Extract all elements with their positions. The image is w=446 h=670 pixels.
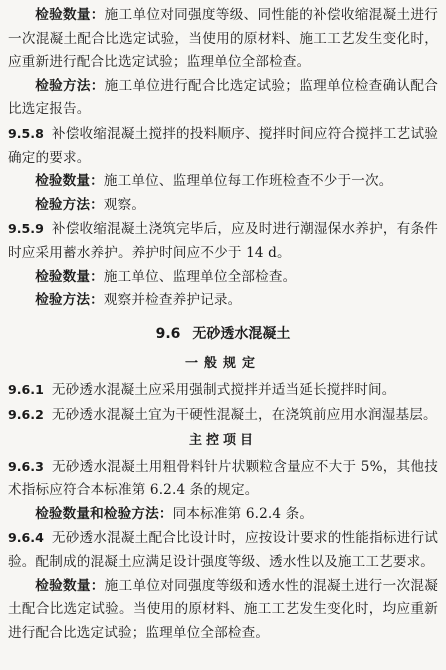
paragraph-label: 检验数量： [35, 173, 104, 190]
paragraph-text: 施工单位进行配合比选定试验；监理单位检查确认配合比选定报告。 [8, 77, 438, 118]
inspection-quantity-method-paragraph [8, 503, 438, 527]
paragraph-label: 检验数量： [35, 7, 105, 23]
paragraph-text: 施工单位、监理单位全部检查。 [103, 268, 297, 285]
clause-text: 补偿收缩混凝土浇筑完毕后，应及时进行潮湿保水养护，有条件时应采用蓄水养护。养护时间应不少于 14 d。 [8, 221, 438, 261]
clause-text: 无砂透水混凝土宜为干硬性混凝土，在浇筑前应用水润湿基层。 [51, 406, 437, 423]
clause-number: 9.6.1 [8, 381, 44, 397]
paragraph-text: 施工单位对同强度等级和透水性的混凝土进行一次混凝土配合比选定试验。当使用的原材料、施工工艺发生变化时，均应重新进行配合比选定试验；监理单位全部检查。 [8, 577, 438, 641]
paragraph-label: 检验方法： [35, 292, 104, 309]
inspection-method-paragraph [8, 194, 438, 218]
paragraph-text: 观察。 [103, 196, 146, 213]
subsection-heading-general: 一般规定 [184, 356, 261, 372]
clause-number: 9.6.2 [8, 406, 44, 422]
clause-number: 9.5.9 [8, 221, 44, 237]
clause-text: 无砂透水混凝土应采用强制式搅拌并适当延长搅拌时间。 [51, 381, 396, 398]
inspection-quantity-paragraph [8, 4, 438, 75]
inspection-quantity-paragraph [8, 170, 438, 194]
clause-9-6-4 [8, 526, 438, 574]
paragraph-text: 施工单位、监理单位每工作班检查不少于一次。 [103, 173, 393, 190]
clause-9-6-2 [8, 403, 438, 428]
clause-9-5-8 [8, 122, 438, 170]
inspection-method-paragraph [8, 75, 438, 122]
clause-text: 补偿收缩混凝土搅拌的投料顺序、搅拌时间应符合搅拌工艺试验确定的要求。 [8, 125, 438, 166]
clause-number: 9.6.3 [8, 458, 44, 474]
clause-number: 9.6.4 [8, 530, 44, 546]
paragraph-text: 施工单位对同强度等级、同性能的补偿收缩混凝土进行一次混凝土配合比选定试验，当使用的原材料、施工工艺发生变化时，应重新进行配合比选定试验；监理单位全部检查。 [8, 7, 438, 71]
clause-9-5-9 [8, 217, 438, 265]
subsection-heading-main-control: 主控项目 [188, 433, 257, 449]
section-title-text: 无砂透水混凝土 [192, 325, 291, 342]
inspection-method-paragraph [8, 289, 438, 313]
paragraph-label: 检验方法： [35, 196, 104, 213]
clause-9-6-3 [8, 455, 438, 503]
paragraph-label: 检验数量： [35, 577, 105, 594]
paragraph-label: 检验数量： [35, 268, 104, 285]
paragraph-label: 检验数量和检验方法： [35, 505, 173, 522]
paragraph-label: 检验方法： [35, 77, 105, 94]
section-number: 9.6 [155, 325, 181, 342]
clause-text: 无砂透水混凝土用粗骨料针片状颗粒含量应不大于 5%，其他技术指标应符合本标准第 6.2.4 条的规定。 [8, 458, 438, 499]
clause-9-6-1 [8, 378, 438, 403]
inspection-quantity-paragraph [8, 266, 438, 290]
section-heading-9-6 [8, 323, 438, 347]
clause-text: 无砂透水混凝土配合比设计时，应按设计要求的性能指标进行试验。配制成的混凝土应满足设计强度等级、透水性以及施工工艺要求。 [8, 530, 438, 571]
clause-number: 9.5.8 [8, 125, 44, 141]
paragraph-text: 同本标准第 6.2.4 条。 [172, 505, 314, 522]
inspection-quantity-paragraph [8, 575, 438, 646]
paragraph-text: 观察并检查养护记录。 [103, 292, 242, 309]
